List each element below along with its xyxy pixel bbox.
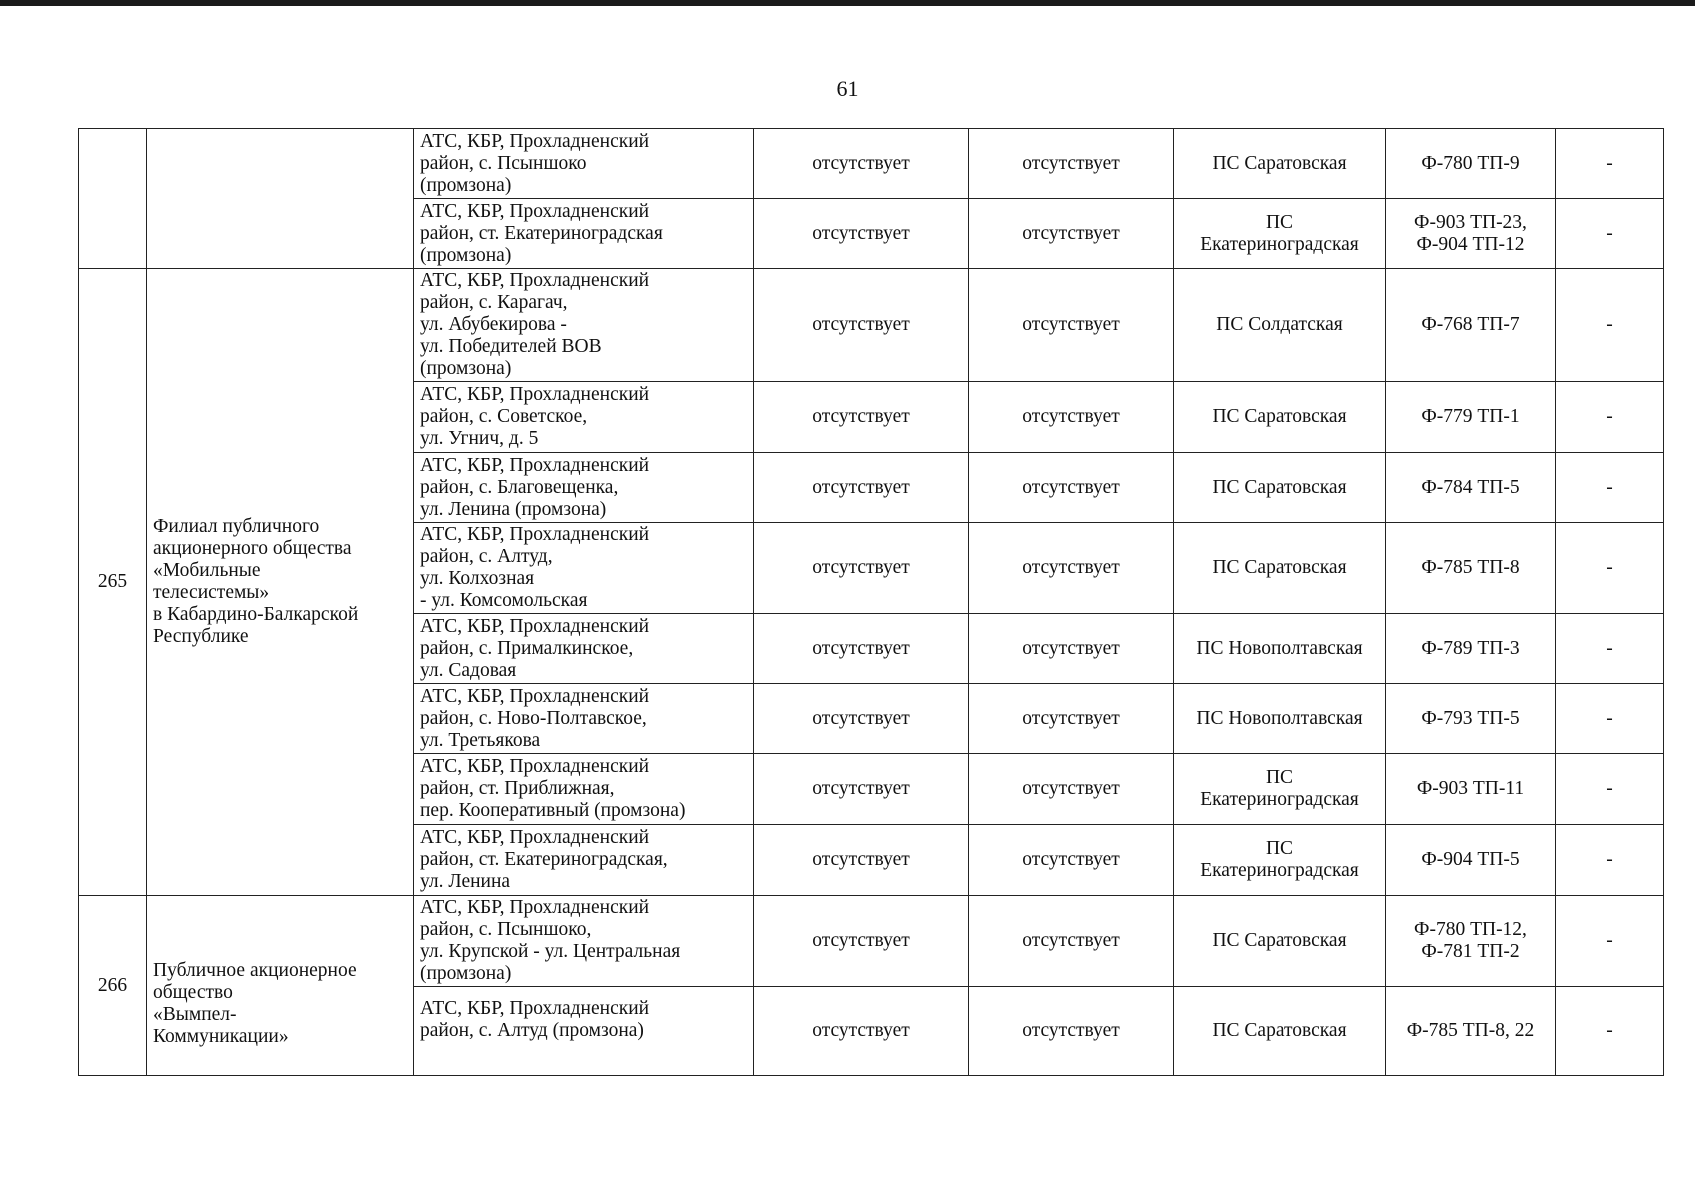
substation-name: ПС Екатериноградская: [1174, 825, 1386, 896]
substation-name: ПС Новополтавская: [1174, 614, 1386, 684]
organization-name: [147, 129, 414, 269]
substation-name: ПС Новополтавская: [1174, 684, 1386, 754]
object-address: АТС, КБР, Прохладненский район, с. Ново-Полтавское, ул. Третьякова: [414, 684, 754, 754]
table-row: [79, 269, 1664, 382]
status-cell: отсутствует: [969, 382, 1174, 453]
object-address: АТС, КБР, Прохладненский район, ст. Приближная, пер. Кооперативный (промзона): [414, 754, 754, 825]
note-cell: -: [1556, 382, 1664, 453]
substation-name: ПС Екатериноградская: [1174, 199, 1386, 269]
status-cell: отсутствует: [754, 453, 969, 523]
status-cell: отсутствует: [969, 199, 1174, 269]
status-cell: отсутствует: [754, 269, 969, 382]
status-cell: отсутствует: [754, 614, 969, 684]
status-cell: отсутствует: [754, 523, 969, 614]
status-cell: отсутствует: [969, 896, 1174, 987]
substation-name: ПС Солдатская: [1174, 269, 1386, 382]
status-cell: отсутствует: [969, 129, 1174, 199]
object-address: АТС, КБР, Прохладненский район, с. Алтуд, ул. Колхозная - ул. Комсомольская: [414, 523, 754, 614]
page-number: 61: [836, 76, 859, 101]
entry-number: [79, 129, 147, 269]
note-cell: -: [1556, 896, 1664, 987]
note-cell: -: [1556, 987, 1664, 1076]
table-body: [79, 129, 1664, 1076]
status-cell: отсутствует: [754, 382, 969, 453]
feeder-transformer: Ф-785 ТП-8, 22: [1386, 987, 1556, 1076]
status-cell: отсутствует: [754, 896, 969, 987]
status-cell: отсутствует: [754, 987, 969, 1076]
status-cell: отсутствует: [969, 523, 1174, 614]
status-cell: отсутствует: [754, 199, 969, 269]
object-address: АТС, КБР, Прохладненский район, ст. Екатериноградская, ул. Ленина: [414, 825, 754, 896]
feeder-transformer: Ф-784 ТП-5: [1386, 453, 1556, 523]
substation-name: ПС Саратовская: [1174, 453, 1386, 523]
feeder-transformer: Ф-785 ТП-8: [1386, 523, 1556, 614]
substation-name: ПС Саратовская: [1174, 987, 1386, 1076]
feeder-transformer: Ф-768 ТП-7: [1386, 269, 1556, 382]
organization-name: Публичное акционерное общество «Вымпел- Коммуникации»: [147, 896, 414, 1076]
note-cell: -: [1556, 684, 1664, 754]
feeder-transformer: Ф-780 ТП-9: [1386, 129, 1556, 199]
object-address: АТС, КБР, Прохладненский район, ст. Екатериноградская (промзона): [414, 199, 754, 269]
object-address: АТС, КБР, Прохладненский район, с. Алтуд (промзона): [414, 987, 754, 1076]
status-cell: отсутствует: [754, 825, 969, 896]
status-cell: отсутствует: [969, 614, 1174, 684]
table-row: [79, 896, 1664, 987]
status-cell: отсутствует: [969, 754, 1174, 825]
status-cell: отсутствует: [969, 453, 1174, 523]
object-address: АТС, КБР, Прохладненский район, с. Советское, ул. Угнич, д. 5: [414, 382, 754, 453]
object-address: АТС, КБР, Прохладненский район, с. Прималкинское, ул. Садовая: [414, 614, 754, 684]
entry-number: 266: [79, 896, 147, 1076]
note-cell: -: [1556, 523, 1664, 614]
note-cell: -: [1556, 754, 1664, 825]
organization-name: Филиал публичного акционерного общества «Мобильные телесистемы» в Кабардино-Балкарской Республике: [147, 269, 414, 896]
note-cell: -: [1556, 199, 1664, 269]
table-row: [79, 129, 1664, 199]
scan-top-edge: [0, 0, 1695, 6]
feeder-transformer: Ф-793 ТП-5: [1386, 684, 1556, 754]
substation-name: ПС Саратовская: [1174, 523, 1386, 614]
feeder-transformer: Ф-903 ТП-11: [1386, 754, 1556, 825]
status-cell: отсутствует: [754, 684, 969, 754]
note-cell: -: [1556, 453, 1664, 523]
status-cell: отсутствует: [754, 754, 969, 825]
note-cell: -: [1556, 614, 1664, 684]
feeder-transformer: Ф-789 ТП-3: [1386, 614, 1556, 684]
status-cell: отсутствует: [969, 825, 1174, 896]
object-address: АТС, КБР, Прохладненский район, с. Карагач, ул. Абубекирова - ул. Победителей ВОВ (промзона): [414, 269, 754, 382]
status-cell: отсутствует: [969, 684, 1174, 754]
feeder-transformer: Ф-904 ТП-5: [1386, 825, 1556, 896]
object-address: АТС, КБР, Прохладненский район, с. Псыншоко, ул. Крупской - ул. Центральная (промзона): [414, 896, 754, 987]
status-cell: отсутствует: [969, 987, 1174, 1076]
status-cell: отсутствует: [969, 269, 1174, 382]
substation-name: ПС Саратовская: [1174, 896, 1386, 987]
feeder-transformer: Ф-903 ТП-23, Ф-904 ТП-12: [1386, 199, 1556, 269]
substation-name: ПС Саратовская: [1174, 382, 1386, 453]
substation-name: ПС Екатериноградская: [1174, 754, 1386, 825]
feeder-transformer: Ф-780 ТП-12, Ф-781 ТП-2: [1386, 896, 1556, 987]
substation-name: ПС Саратовская: [1174, 129, 1386, 199]
object-address: АТС, КБР, Прохладненский район, с. Благовещенка, ул. Ленина (промзона): [414, 453, 754, 523]
note-cell: -: [1556, 269, 1664, 382]
note-cell: -: [1556, 129, 1664, 199]
registry-table: [78, 128, 1664, 1076]
entry-number: 265: [79, 269, 147, 896]
feeder-transformer: Ф-779 ТП-1: [1386, 382, 1556, 453]
note-cell: -: [1556, 825, 1664, 896]
status-cell: отсутствует: [754, 129, 969, 199]
object-address: АТС, КБР, Прохладненский район, с. Псыншоко (промзона): [414, 129, 754, 199]
